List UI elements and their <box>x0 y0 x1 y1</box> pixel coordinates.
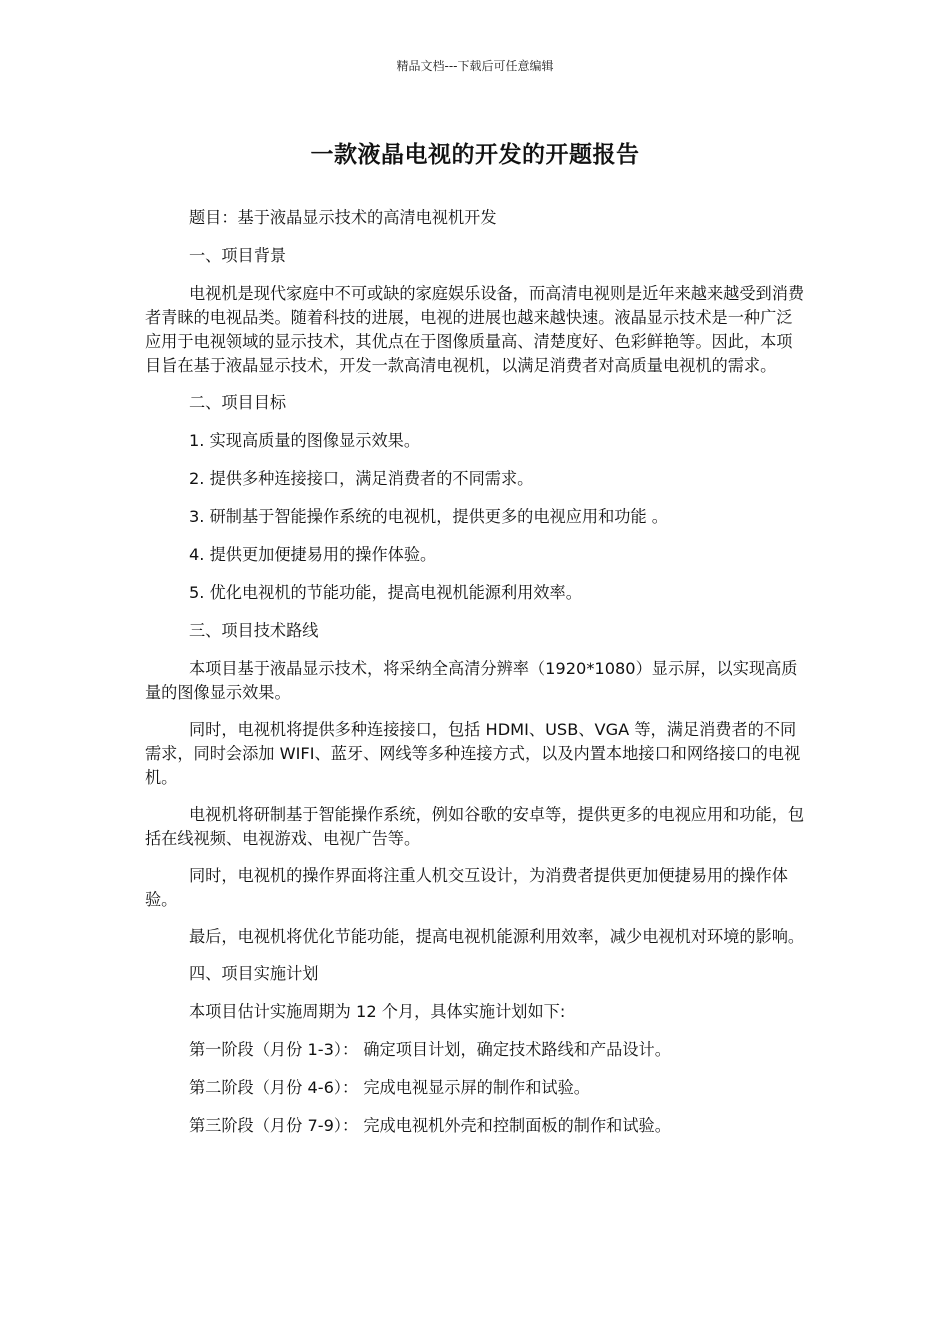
header-note: 精品文档---下载后可任意编辑 <box>396 59 554 73</box>
plan-intro: 本项目估计实施周期为 12 个月，具体实施计划如下: <box>189 1002 566 1021</box>
section-heading: 一、项目背景 <box>189 246 287 265</box>
tech-paragraph: 电视机将研制基于智能操作系统，例如谷歌的安卓等，提供更多的电视应用和功能，包括在线视频、电视游戏、电视广告等。 <box>145 805 805 848</box>
goal-item: 4. 提供更加便捷易用的操作体验。 <box>189 545 437 564</box>
document-title: 一款液晶电视的开发的开题报告 <box>310 142 640 168</box>
background-paragraph: 电视机是现代家庭中不可或缺的家庭娱乐设备，而高清电视则是近年来越来越受到消费者青睐的电视品类。随着科技的进展，电视的进展也越来越快速。液晶显示技术是一种广泛应用于电视领域的显示技术，其优点在于图像质量高、清楚度好、色彩鲜艳等。因此，本项目旨在基于液晶显示技术，开发一款高清电视机，以满足消费者对高质量电视机的需求。 <box>145 284 805 375</box>
goal-item: 1. 实现高质量的图像显示效果。 <box>189 431 421 450</box>
goal-item: 2. 提供多种连接接口，满足消费者的不同需求。 <box>189 469 534 488</box>
section-heading: 二、项目目标 <box>189 393 287 412</box>
tech-paragraph: 本项目基于液晶显示技术，将采纳全高清分辨率（1920*1080）显示屏，以实现高质量的图像显示效果。 <box>145 659 798 702</box>
goal-item: 3. 研制基于智能操作系统的电视机，提供更多的电视应用和功能 。 <box>189 507 668 526</box>
plan-phase: 第三阶段（月份 7-9）： 完成电视机外壳和控制面板的制作和试验。 <box>189 1116 671 1135</box>
plan-phase: 第二阶段（月份 4-6）： 完成电视显示屏的制作和试验。 <box>189 1078 590 1097</box>
tech-paragraph: 同时，电视机将提供多种连接接口，包括 HDMI、USB、VGA 等，满足消费者的不同需求，同时会添加 WIFI、蓝牙、网线等多种连接方式，以及内置本地接口和网络接口的电视机。 <box>145 720 801 787</box>
section-heading: 三、项目技术路线 <box>189 621 319 640</box>
document-body <box>145 206 808 1152</box>
tech-paragraph: 最后，电视机将优化节能功能，提高电视机能源利用效率，减少电视机对环境的影响。 <box>189 927 805 946</box>
tech-paragraph: 同时，电视机的操作界面将注重人机交互设计，为消费者提供更加便捷易用的操作体验。 <box>145 866 788 909</box>
section-heading: 四、项目实施计划 <box>189 964 319 983</box>
plan-phase: 第一阶段（月份 1-3）： 确定项目计划，确定技术路线和产品设计。 <box>189 1040 671 1059</box>
goal-item: 5. 优化电视机的节能功能，提高电视机能源利用效率。 <box>189 583 582 602</box>
topic-line: 题目：基于液晶显示技术的高清电视机开发 <box>189 208 497 227</box>
